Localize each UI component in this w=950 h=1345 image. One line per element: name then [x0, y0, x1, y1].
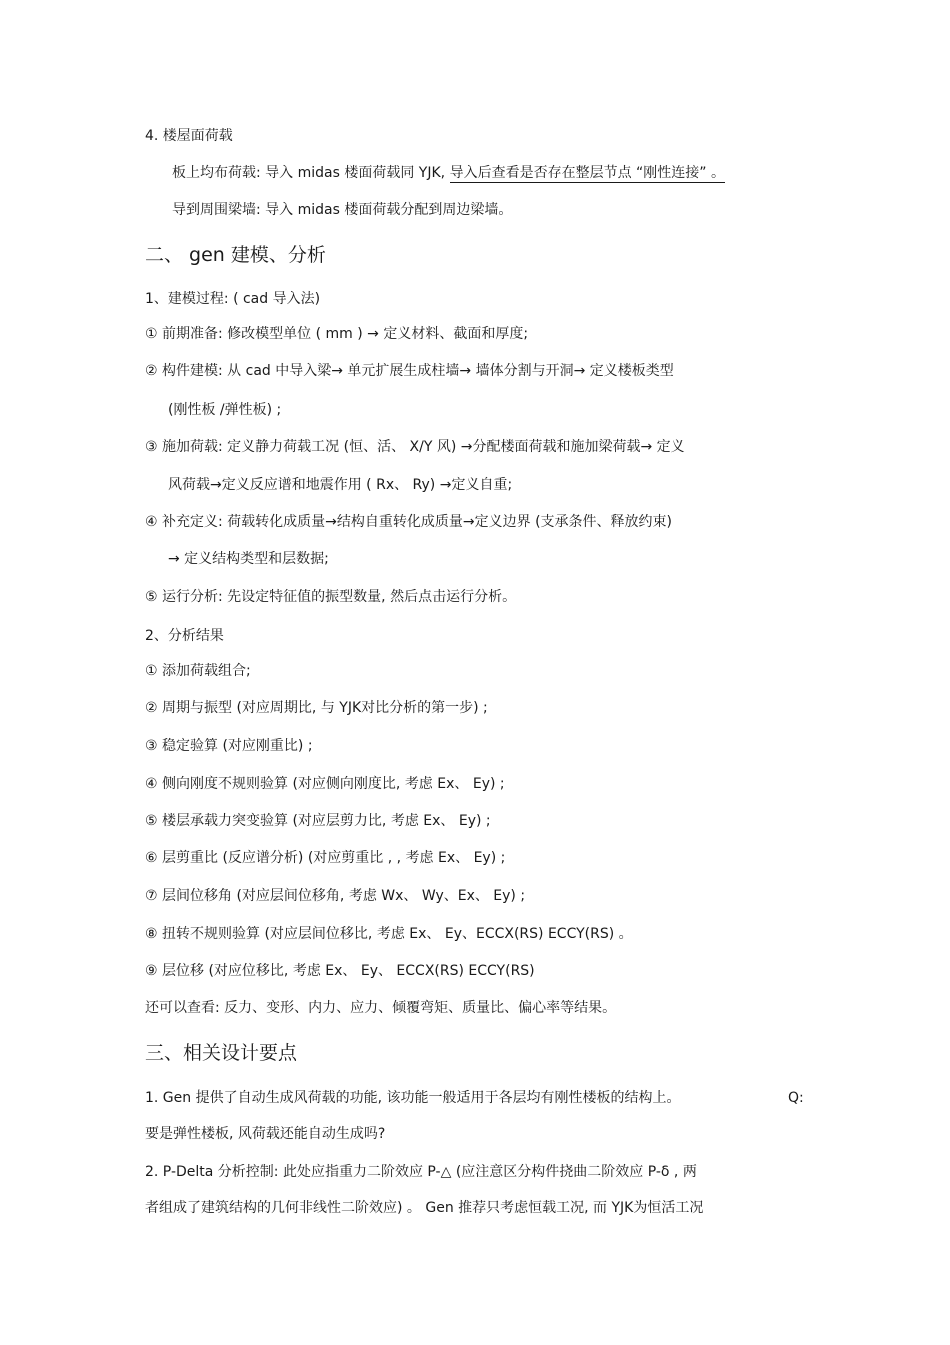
result-item: ③ 稳定验算 (对应刚重比) ;	[145, 738, 313, 754]
heading-design-points: 三、相关设计要点	[145, 1042, 298, 1064]
design-point-2-cont: 者组成了建筑结构的几何非线性二阶效应) 。 Gen 推荐只考虑恒载工况, 而 YJK为恒活工况	[145, 1200, 704, 1216]
result-item: ⑦ 层间位移角 (对应层间位移角, 考虑 Wx、 Wy、Ex、 Ey) ;	[145, 888, 526, 904]
results-also-viewable: 还可以查看: 反力、变形、内力、应力、倾覆弯矩、质量比、偏心率等结果。	[145, 1000, 617, 1016]
result-item: ⑥ 层剪重比 (反应谱分析) (对应剪重比 , , 考虑 Ex、 Ey) ;	[145, 850, 506, 866]
result-item: ② 周期与振型 (对应周期比, 与 YJK对比分析的第一步) ;	[145, 700, 488, 716]
analysis-results-title: 2、分析结果	[145, 628, 224, 644]
modeling-step-4-cont: → 定义结构类型和层数据;	[168, 551, 329, 567]
result-item: ① 添加荷载组合;	[145, 663, 251, 679]
result-item: ⑤ 楼层承载力突变验算 (对应层剪力比, 考虑 Ex、 Ey) ;	[145, 813, 491, 829]
design-point-1-q-label: Q:	[788, 1090, 804, 1106]
uniform-load-text: 板上均布荷载: 导入 midas 楼面荷载同 YJK,	[172, 165, 446, 181]
result-item: ⑨ 层位移 (对应位移比, 考虑 Ex、 Ey、 ECCX(RS) ECCY(RS)	[145, 963, 535, 979]
design-point-2: 2. P-Delta 分析控制: 此处应指重力二阶效应 P-△ (应注意区分构件挠曲二阶效应 P-δ , 两	[145, 1164, 697, 1180]
section-4-title: 4. 楼屋面荷载	[145, 128, 233, 144]
result-item: ④ 侧向刚度不规则验算 (对应侧向刚度比, 考虑 Ex、 Ey) ;	[145, 776, 505, 792]
modeling-step-5: ⑤ 运行分析: 先设定特征值的振型数量, 然后点击运行分析。	[145, 589, 517, 605]
paragraph-uniform-load	[172, 164, 725, 182]
underlined-rigid-link-note: 导入后查看是否存在整层节点 “刚性连接” 。	[449, 165, 725, 181]
paragraph-beam-wall-load: 导到周围梁墙: 导入 midas 楼面荷载分配到周边梁墙。	[172, 202, 513, 218]
modeling-process-title: 1、建模过程: ( cad 导入法)	[145, 291, 321, 307]
modeling-step-3-cont: 风荷载→定义反应谱和地震作用 ( Rx、 Ry) →定义自重;	[168, 477, 513, 493]
modeling-step-1: ① 前期准备: 修改模型单位 ( mm ) → 定义材料、截面和厚度;	[145, 326, 529, 342]
result-item: ⑧ 扭转不规则验算 (对应层间位移比, 考虑 Ex、 Ey、ECCX(RS) ECCY(RS) 。	[145, 926, 633, 942]
modeling-step-2: ② 构件建模: 从 cad 中导入梁→ 单元扩展生成柱墙→ 墙体分割与开洞→ 定义楼板类型	[145, 363, 674, 379]
design-point-1: 1. Gen 提供了自动生成风荷载的功能, 该功能一般适用于各层均有刚性楼板的结构上。	[145, 1090, 681, 1106]
heading-gen-modeling: 二、 gen 建模、分析	[145, 244, 326, 266]
modeling-step-3: ③ 施加荷载: 定义静力荷载工况 (恒、活、 X/Y 风) →分配楼面荷载和施加梁荷载→ 定义	[145, 439, 685, 455]
design-point-1-cont: 要是弹性楼板, 风荷载还能自动生成吗?	[145, 1126, 386, 1142]
modeling-step-2-cont: (刚性板 /弹性板) ;	[168, 402, 282, 418]
modeling-step-4: ④ 补充定义: 荷载转化成质量→结构自重转化成质量→定义边界 (支承条件、释放约束)	[145, 514, 673, 530]
